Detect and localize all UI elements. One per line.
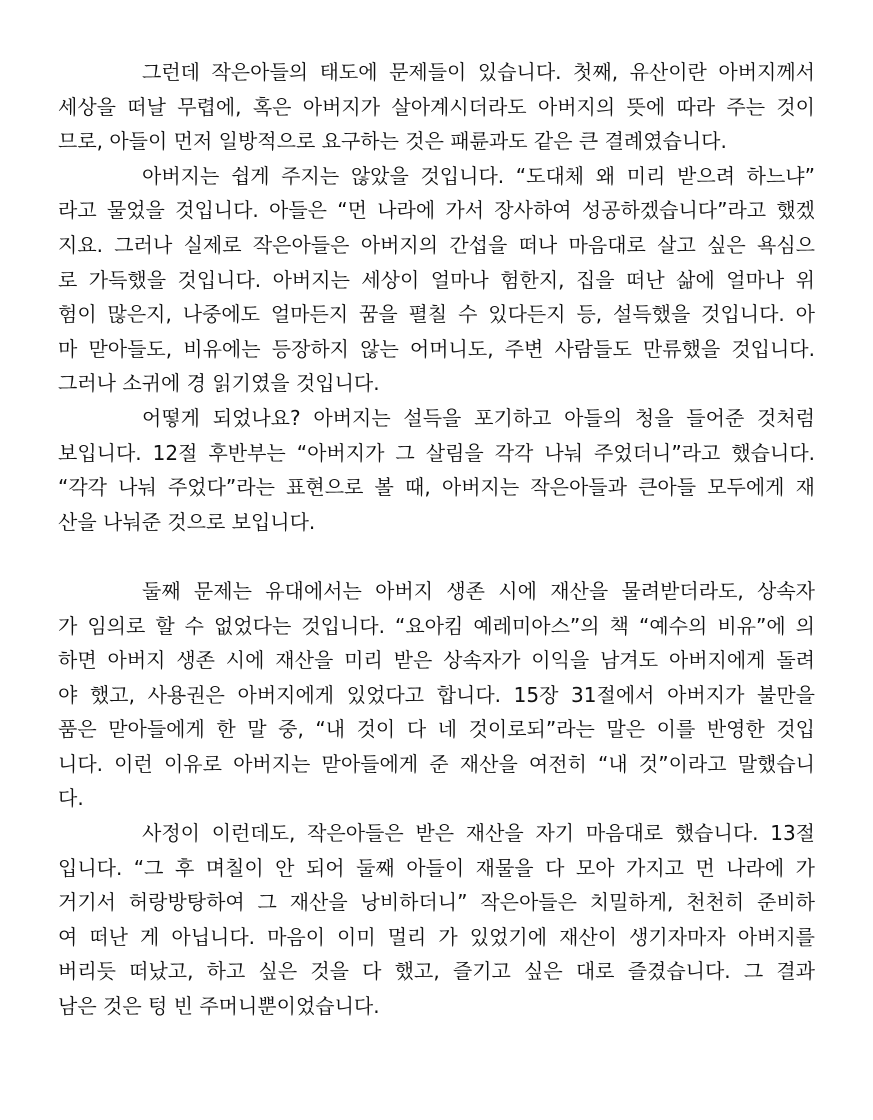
- text-line: 사정이 이런데도, 작은아들은 받은 재산을 자기 마음대로 했습니다. 13절: [142, 821, 815, 846]
- text-line: 세상을 떠날 무렵에, 혹은 아버지가 살아계시더라도 아버지의 뜻에 따라 주는 것이: [58, 94, 815, 119]
- paragraph-2: [58, 159, 815, 401]
- text-line: 어떻게 되었나요? 아버지는 설득을 포기하고 아들의 청을 들어준 것처럼: [142, 405, 815, 430]
- text-line: 거기서 허랑방탕하여 그 재산을 낭비하더니” 작은아들은 치밀하게, 천천히 준비하: [58, 890, 815, 915]
- text-line: “각각 나눠 주었다”라는 표현으로 볼 때, 아버지는 작은아들과 큰아들 모두에게 재: [58, 475, 815, 500]
- text-line: 여 떠난 게 아닙니다. 마음이 이미 멀리 가 있었기에 재산이 생기자마자 아버지를: [58, 924, 815, 949]
- text-line: 남은 것은 텅 빈 주머니뿐이었습니다.: [58, 994, 380, 1019]
- text-line: 니다. 이런 이유로 아버지는 맏아들에게 준 재산을 여전히 “내 것”이라고 말했습니: [58, 751, 815, 776]
- text-line: 험이 많은지, 나중에도 얼마든지 꿈을 펼칠 수 있다든지 등, 설득했을 것입니다. 아: [58, 302, 815, 327]
- text-line: 야 했고, 사용권은 아버지에게 있었다고 합니다. 15장 31절에서 아버지가 불만을: [58, 682, 815, 707]
- text-line: 므로, 아들이 먼저 일방적으로 요구하는 것은 패륜과도 같은 큰 결례였습니다.: [58, 129, 727, 154]
- text-line: 라고 물었을 것입니다. 아들은 “먼 나라에 가서 장사하여 성공하겠습니다”라고 했겠: [58, 198, 815, 223]
- paragraph-1: [58, 55, 815, 159]
- text-line: 지요. 그러나 실제로 작은아들은 아버지의 간섭을 떠나 마음대로 살고 싶은 욕심으: [58, 232, 815, 257]
- text-line: 아버지는 쉽게 주지는 않았을 것입니다. “도대체 왜 미리 받으려 하느냐”: [142, 163, 815, 188]
- paragraph-gap: [58, 539, 815, 574]
- text-line: 버리듯 떠났고, 하고 싶은 것을 다 했고, 즐기고 싶은 대로 즐겼습니다. 그 결과: [58, 959, 815, 984]
- text-line: 품은 맏아들에게 한 말 중, “내 것이 다 네 것이로되”라는 말은 이를 반영한 것입: [58, 717, 815, 742]
- text-line: 산을 나눠준 것으로 보입니다.: [58, 509, 316, 534]
- text-line: 다.: [58, 786, 84, 811]
- text-line: 로 가득했을 것입니다. 아버지는 세상이 얼마나 험한지, 집을 떠난 삶에 얼마나 위: [58, 267, 815, 292]
- text-line: 마 맏아들도, 비유에는 등장하지 않는 어머니도, 주변 사람들도 만류했을 것입니다.: [58, 336, 815, 361]
- text-line: 입니다. “그 후 며칠이 안 되어 둘째 아들이 재물을 다 모아 가지고 먼 나라에 가: [58, 855, 815, 880]
- paragraph-5: [58, 816, 815, 1024]
- paragraph-4: [58, 574, 815, 816]
- text-line: 가 임의로 할 수 없었다는 것입니다. “요아킴 예레미아스”의 책 “예수의 비유”에 의: [58, 613, 815, 638]
- paragraph-3: [58, 401, 815, 539]
- text-line: 하면 아버지 생존 시에 재산을 미리 받은 상속자가 이익을 남겨도 아버지에게 돌려: [58, 648, 815, 673]
- text-line: 둘째 문제는 유대에서는 아버지 생존 시에 재산을 물려받더라도, 상속자: [142, 578, 815, 603]
- text-line: 그러나 소귀에 경 읽기였을 것입니다.: [58, 371, 380, 396]
- text-line: 보입니다. 12절 후반부는 “아버지가 그 살림을 각각 나눠 주었더니”라고 했습니다.: [58, 440, 815, 465]
- text-line: 그런데 작은아들의 태도에 문제들이 있습니다. 첫째, 유산이란 아버지께서: [142, 60, 815, 84]
